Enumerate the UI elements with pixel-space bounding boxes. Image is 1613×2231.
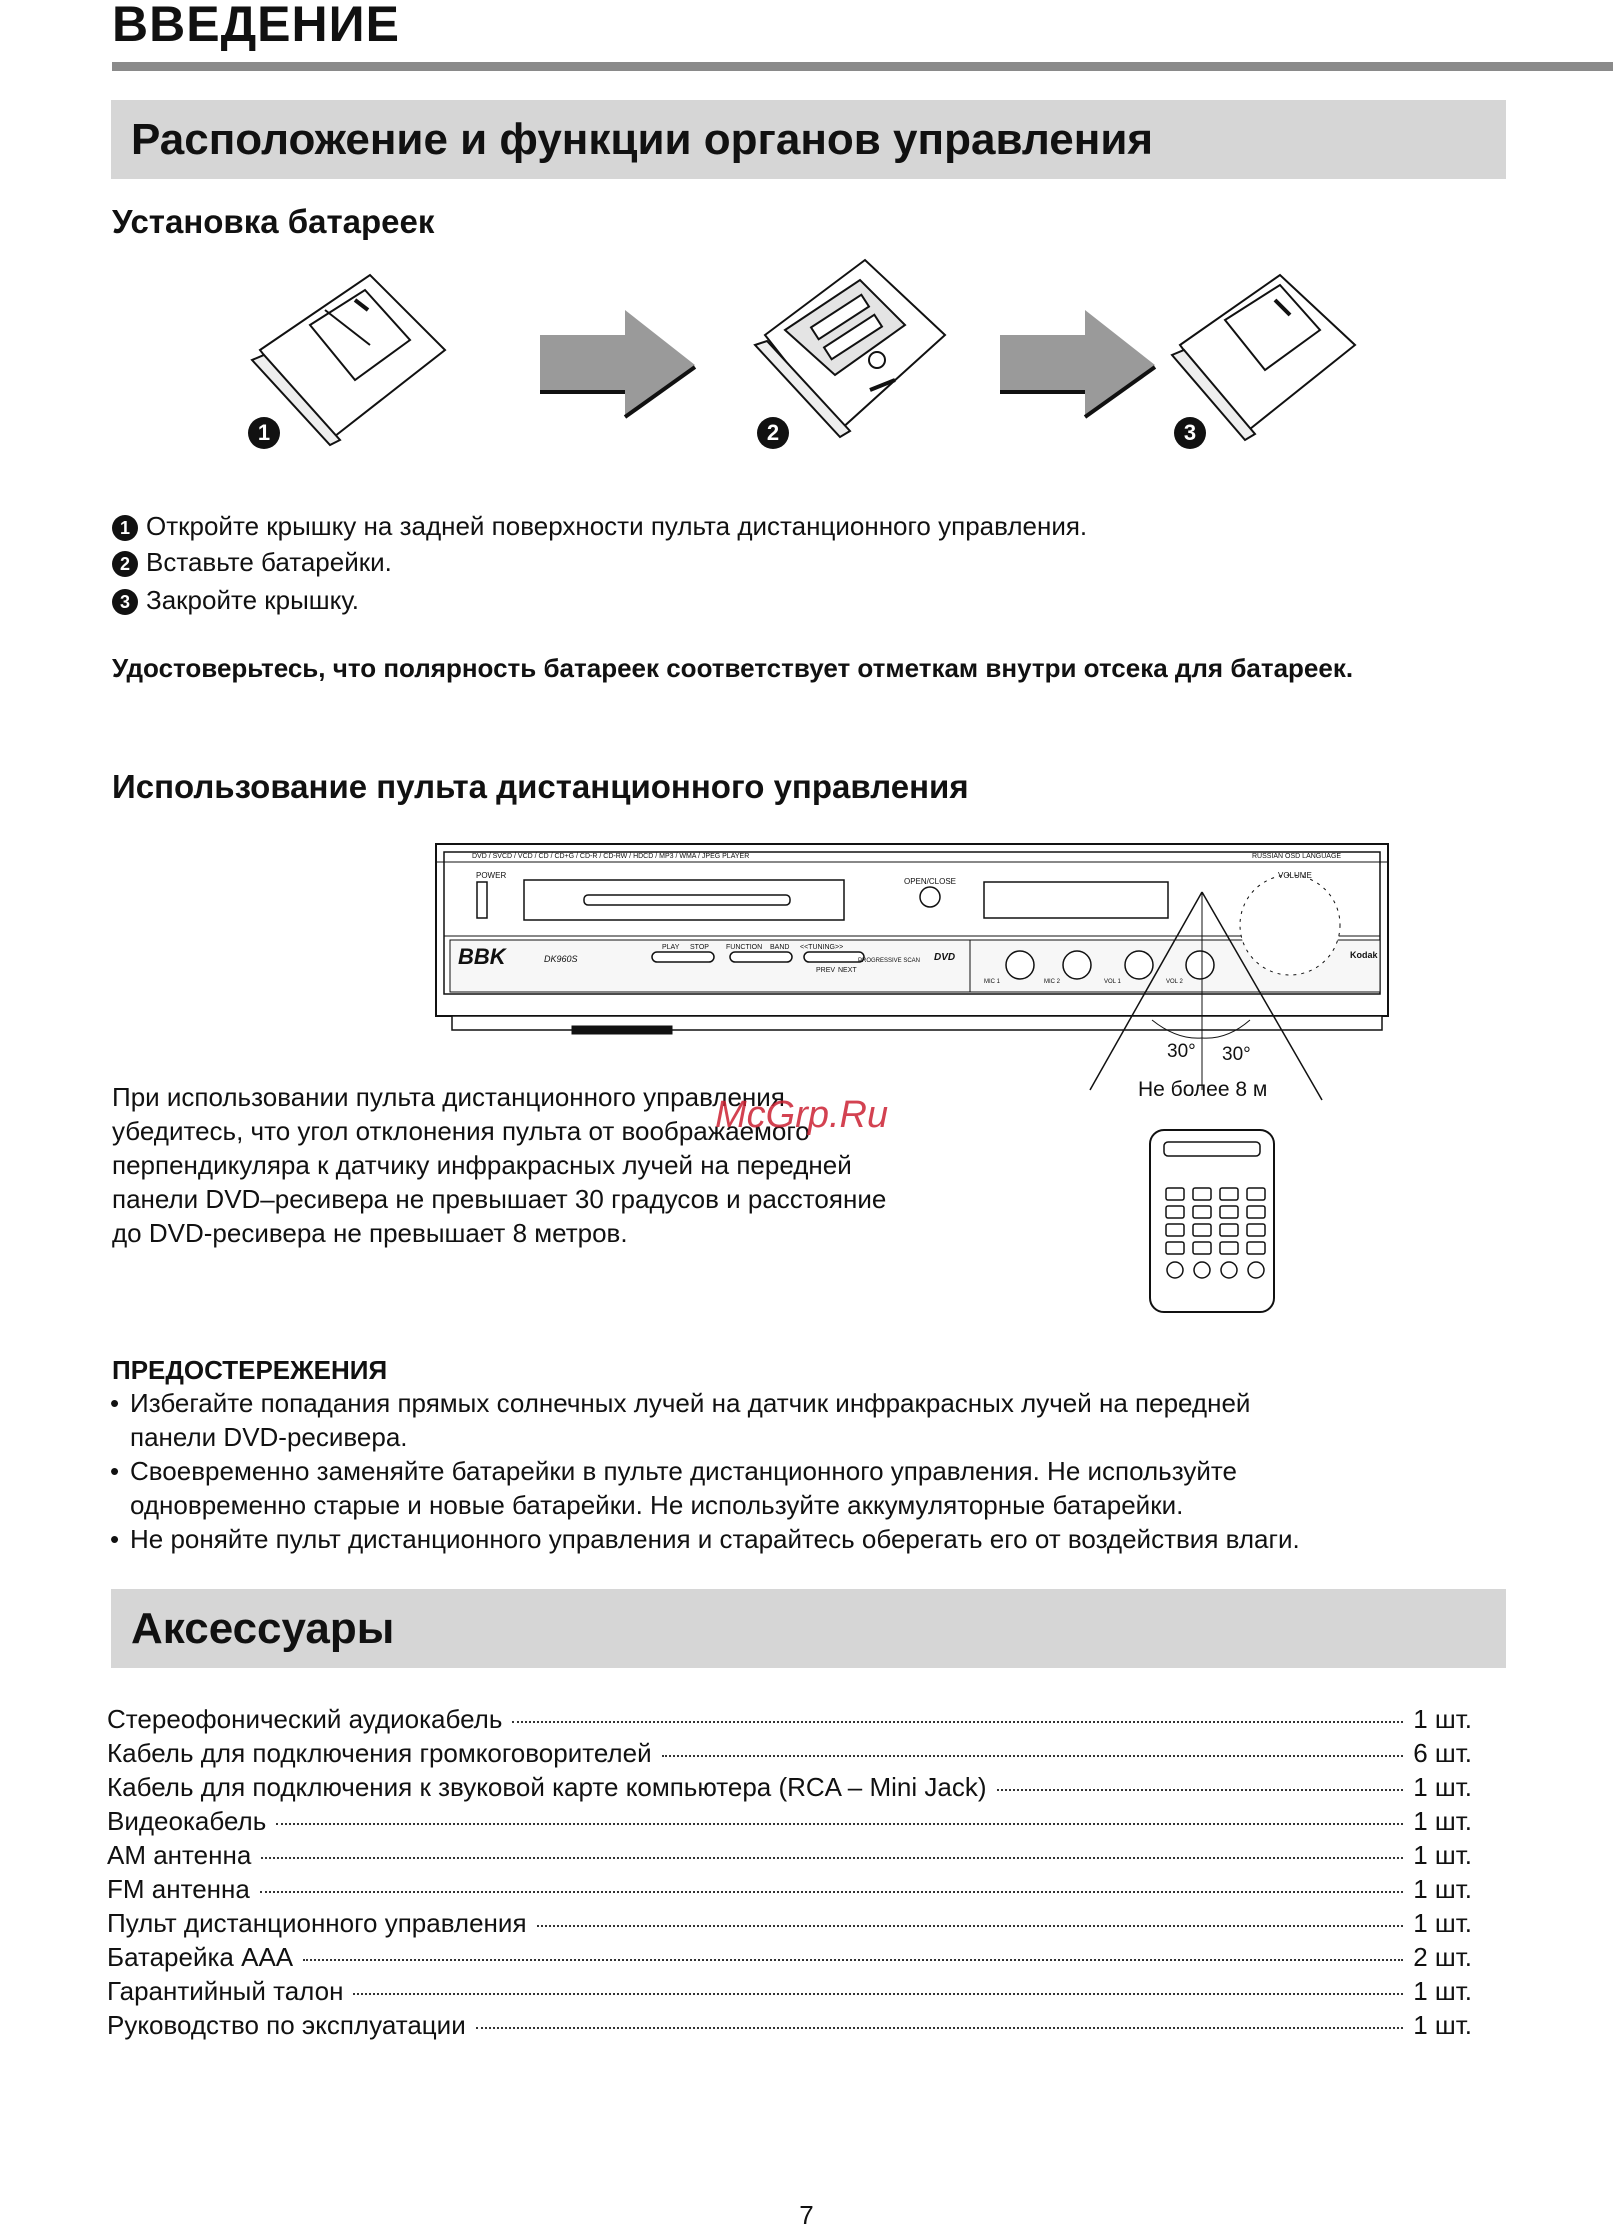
panel-power-label: POWER	[476, 871, 507, 880]
warning-item	[110, 1454, 1510, 1522]
dot-leader	[662, 1755, 1404, 1757]
section-title-accessories: Аксессуары	[131, 1604, 395, 1653]
accessory-name: FM антенна	[107, 1874, 250, 1904]
step-text: Откройте крышку на задней поверхности пульта дистанционного управления.	[146, 511, 1088, 541]
panel-button-label: STOP	[690, 944, 709, 951]
angle-right-label: 30°	[1222, 1044, 1251, 1065]
dot-leader	[353, 1993, 1403, 1995]
accessory-qty: 2 шт.	[1413, 1942, 1472, 1972]
warning-item	[110, 1386, 1510, 1454]
panel-mic-label: VOL 2	[1166, 979, 1183, 985]
panel-button-label: PLAY	[662, 944, 680, 951]
warning-line: • Своевременно заменяйте батарейки в пульте дистанционного управления. Не используйте	[130, 1456, 1237, 1486]
accessory-qty: 1 шт.	[1413, 1840, 1472, 1870]
panel-button-label: FUNCTION	[726, 944, 763, 951]
accessory-qty: 1 шт.	[1413, 1908, 1472, 1938]
warnings-title: ПРЕДОСТЕРЕЖЕНИЯ	[112, 1355, 388, 1385]
panel-mic-label: VOL 1	[1104, 979, 1121, 985]
panel-scan-label: PROGRESSIVE SCAN	[858, 958, 921, 964]
remote-battery-compartment-icon	[755, 260, 945, 437]
accessory-name: Видеокабель	[107, 1806, 267, 1836]
paragraph-line: При использовании пульта дистанционного управления	[112, 1082, 785, 1112]
warning-line: • Избегайте попадания прямых солнечных лучей на датчик инфракрасных лучей на передней	[130, 1388, 1251, 1418]
panel-model-label: DK960S	[544, 954, 578, 964]
accessory-name: Батарейка ААА	[107, 1942, 294, 1972]
arrow-right-icon	[1000, 310, 1155, 417]
accessory-name: Кабель для подключения к звуковой карте компьютера (RCA – Mini Jack)	[107, 1772, 987, 1802]
dot-leader	[512, 1721, 1403, 1723]
warnings-list	[110, 1386, 1510, 1556]
panel-volume-label: VOLUME	[1278, 871, 1312, 880]
panel-open-close-label: OPEN/CLOSE	[904, 877, 957, 886]
panel-kodak-logo: Kodak	[1350, 950, 1378, 960]
arrow-right-icon	[540, 310, 695, 417]
remote-back-closed-icon	[1172, 275, 1355, 440]
list-item	[107, 1772, 1472, 1806]
panel-mic-label: MIC 1	[984, 979, 1001, 985]
panel-button-label: NEXT	[838, 967, 857, 974]
remote-use-heading: Использование пульта дистанционного управления	[112, 768, 969, 805]
accessory-name: Гарантийный талон	[107, 1976, 344, 2006]
polarity-note: Удостоверьтесь, что полярность батареек соответствует отметкам внутри отсека для батареек.	[112, 653, 1354, 683]
paragraph-line: до DVD-ресивера не превышает 8 метров.	[112, 1218, 628, 1248]
panel-format-strip: DVD / SVCD / VCD / CD / CD+G / CD-R / CD-RW / HDCD / MP3 / WMA / JPEG PLAYER	[472, 853, 750, 860]
list-item	[107, 1942, 1472, 1976]
step-text: Закройте крышку.	[146, 585, 359, 615]
section-band-accessories	[111, 1589, 1506, 1668]
accessory-qty: 6 шт.	[1413, 1738, 1472, 1768]
panel-dvd-logo: DVD	[934, 952, 956, 963]
paragraph-line: убедитесь, что угол отклонения пульта от воображаемого	[112, 1116, 810, 1146]
batteries-heading: Установка батареек	[112, 203, 435, 240]
accessory-qty: 1 шт.	[1413, 1704, 1472, 1734]
panel-mic-label: MIC 2	[1044, 979, 1061, 985]
accessory-qty: 1 шт.	[1413, 2010, 1472, 2040]
accessory-name: Пульт дистанционного управления	[107, 1908, 527, 1938]
page-title: ВВЕДЕНИЕ	[112, 0, 400, 52]
list-item	[107, 1908, 1472, 1942]
figure-number-3: 3	[1174, 417, 1206, 449]
section-band-controls	[111, 100, 1506, 179]
accessory-name: AM антенна	[107, 1840, 252, 1870]
step-number: 1	[112, 515, 138, 541]
list-item	[107, 1704, 1472, 1738]
accessory-qty: 1 шт.	[1413, 1806, 1472, 1836]
accessory-name: Кабель для подключения громкоговорителей	[107, 1738, 652, 1768]
page-number: 7	[799, 2200, 814, 2230]
battery-step-3	[112, 584, 359, 616]
list-item	[107, 1874, 1472, 1908]
warning-line: • Не роняйте пульт дистанционного управления и старайтесь оберегать его от воздействия влаги.	[130, 1524, 1300, 1554]
list-item	[107, 1840, 1472, 1874]
warning-line: панели DVD-ресивера.	[130, 1422, 408, 1452]
figure-number-2: 2	[757, 417, 789, 449]
list-item	[107, 1738, 1472, 1772]
accessory-qty: 1 шт.	[1413, 1874, 1472, 1904]
list-item	[107, 2010, 1472, 2044]
battery-step-2	[112, 546, 392, 578]
figure-number-1: 1	[248, 417, 280, 449]
battery-step-1	[112, 510, 1087, 542]
dot-leader	[537, 1925, 1404, 1927]
accessories-list	[107, 1704, 1472, 2044]
dot-leader	[476, 2027, 1403, 2029]
watermark: McGrp.Ru	[715, 1094, 889, 1136]
panel-button-label: PREV	[816, 967, 836, 974]
step-text: Вставьте батарейки.	[146, 547, 392, 577]
step-number: 3	[112, 589, 138, 615]
panel-brand-logo: BBK	[458, 944, 506, 969]
paragraph-line: панели DVD–ресивера не превышает 30 градусов и расстояние	[112, 1184, 887, 1214]
header-rule	[112, 62, 1613, 71]
panel-osd-label: RUSSIAN OSD LANGUAGE	[1252, 853, 1342, 860]
warning-item	[110, 1522, 1510, 1556]
paragraph-line: перпендикуляра к датчику инфракрасных лучей на передней	[112, 1150, 852, 1180]
accessory-qty: 1 шт.	[1413, 1772, 1472, 1802]
dot-leader	[276, 1823, 1403, 1825]
accessory-name: Руководство по эксплуатации	[107, 2010, 466, 2040]
accessory-name: Стереофонический аудиокабель	[107, 1704, 503, 1734]
panel-button-label: <<TUNING>>	[800, 944, 844, 951]
panel-button-label: BAND	[770, 944, 790, 951]
step-number: 2	[112, 551, 138, 577]
warning-line: одновременно старые и новые батарейки. Не используйте аккумуляторные батарейки.	[130, 1490, 1184, 1520]
accessory-qty: 1 шт.	[1413, 1976, 1472, 2006]
list-item	[107, 1806, 1472, 1840]
dot-leader	[997, 1789, 1404, 1791]
dot-leader	[260, 1891, 1403, 1893]
dot-leader	[261, 1857, 1403, 1859]
remote-back-open-icon	[252, 275, 445, 445]
angle-left-label: 30°	[1167, 1041, 1196, 1062]
distance-label: Не более 8 м	[1138, 1078, 1268, 1101]
section-title-controls: Расположение и функции органов управления	[131, 115, 1154, 164]
dot-leader	[303, 1959, 1403, 1961]
list-item	[107, 1976, 1472, 2010]
